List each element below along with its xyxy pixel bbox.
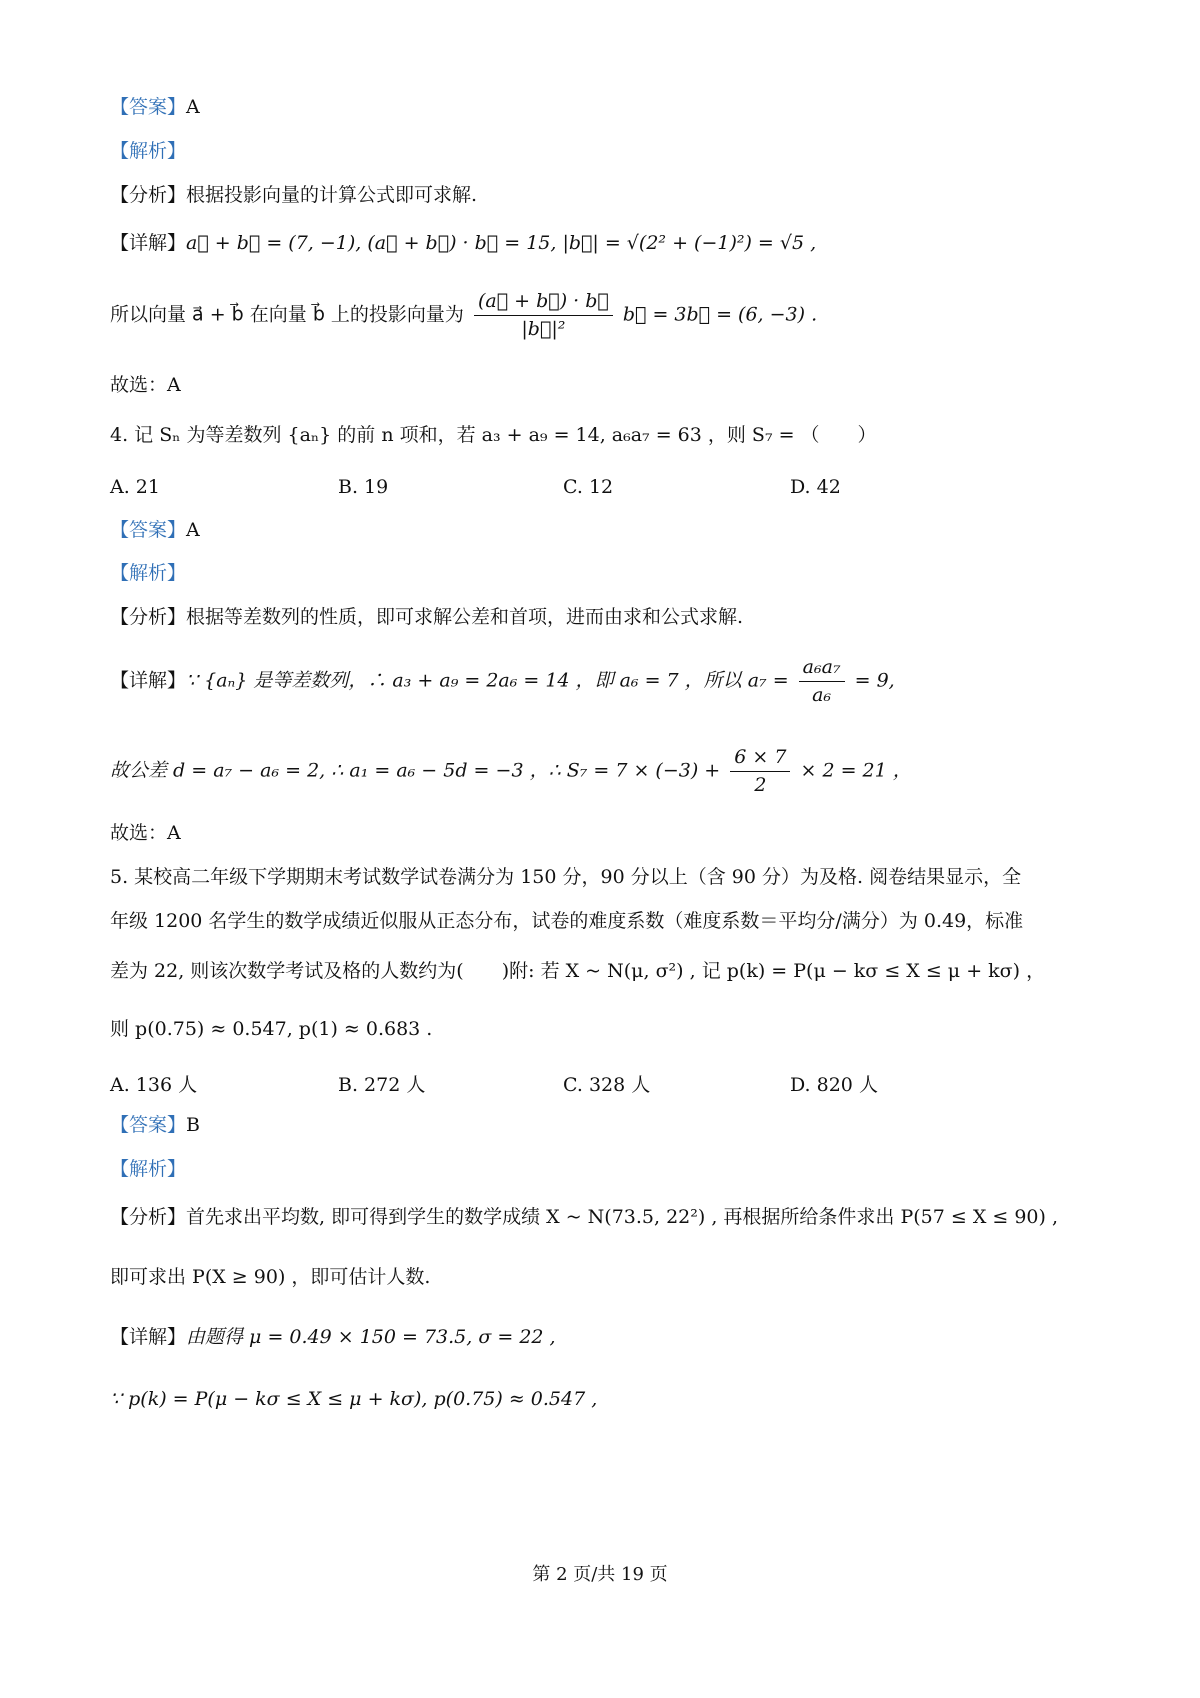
formula-start: 故公差 d = a₇ − a₆ = 2, ∴ a₁ = a₆ − 5d = −3 ，∴ S₇ = 7 × (−3) +	[110, 759, 721, 782]
analysis-heading: 【解析】	[110, 1158, 187, 1180]
option-c: C. 328 人	[563, 1074, 651, 1096]
question-5-stem-line1: 5. 某校高二年级下学期期末考试数学试卷满分为 150 分，90 分以上（含 90 分）为及格. 阅卷结果显示，全	[110, 866, 1022, 888]
answer-value: A	[186, 96, 200, 118]
guxuan-q4: 故选：A	[110, 822, 181, 844]
projection-fraction	[474, 290, 613, 341]
projection-suffix: b⃗ = 3b⃗ = (6, −3) .	[622, 303, 818, 326]
fenxi-text: 根据投影向量的计算公式即可求解.	[186, 184, 478, 206]
fenxi-text: 首先求出平均数, 即可得到学生的数学成绩 X ~ N(73.5, 22²) , 再根据所给条件求出 P(57 ≤ X ≤ 90) ,	[186, 1206, 1059, 1228]
fraction-numerator: (a⃗ + b⃗) · b⃗	[474, 290, 613, 316]
projection-line	[110, 290, 817, 341]
answer-tag: 【答案】	[110, 519, 187, 541]
fenxi-tag: 【分析】	[110, 1206, 187, 1228]
sum-fraction	[730, 746, 790, 797]
question-5-stem-line3: 差为 22, 则该次数学考试及格的人数约为( )附: 若 X ~ N(μ, σ²) , 记 p(k) = P(μ − kσ ≤ X ≤ μ + kσ) ，	[110, 960, 1046, 982]
xiangjie-formula: ∵ {aₙ} 是等差数列，∴ a₃ + a₉ = 2a₆ = 14 ，即 a₆ = 7 ，所以 a₇ =	[186, 669, 789, 692]
answer-tag: 【答案】	[110, 1114, 187, 1136]
option-c: C. 12	[563, 476, 614, 498]
xiangjie-tag: 【详解】	[110, 1326, 187, 1348]
fraction-denominator: a₆	[812, 683, 832, 706]
xiangjie-line2-q5: ∵ p(k) = P(μ − kσ ≤ X ≤ μ + kσ), p(0.75) ≈ 0.547 ,	[110, 1388, 598, 1410]
question-5-stem-line4: 则 p(0.75) ≈ 0.547, p(1) ≈ 0.683 .	[110, 1018, 433, 1040]
a7-fraction	[799, 656, 845, 707]
answer-value: B	[186, 1114, 200, 1136]
fenxi-tag: 【分析】	[110, 606, 187, 628]
page-footer: 第 2 页/共 19 页	[532, 1564, 668, 1585]
guxuan-q3: 故选：A	[110, 374, 181, 396]
option-d: D. 820 人	[790, 1074, 878, 1096]
fenxi-line-q3	[110, 184, 477, 207]
answer-line-q4	[110, 519, 200, 542]
fraction-numerator: 6 × 7	[730, 746, 790, 772]
xiangjie-tag: 【详解】	[110, 232, 187, 254]
fraction-denominator: |b⃗|²	[521, 317, 566, 340]
option-a: A. 21	[110, 476, 160, 498]
answer-line-q3	[110, 96, 200, 119]
option-b: B. 19	[338, 476, 389, 498]
xiangjie-tag: 【详解】	[110, 669, 187, 692]
option-b: B. 272 人	[338, 1074, 426, 1096]
fraction-denominator: 2	[754, 773, 767, 796]
fenxi-line-q4	[110, 606, 743, 629]
xiangjie-line-q5	[110, 1326, 556, 1349]
question-5-stem-line2: 年级 1200 名学生的数学成绩近似服从正态分布，试卷的难度系数（难度系数＝平均分/满分）为 0.49，标准	[110, 910, 1024, 932]
option-a: A. 136 人	[110, 1074, 198, 1096]
answer-line-q5	[110, 1114, 200, 1137]
question-4-stem: 4. 记 Sₙ 为等差数列 {aₙ} 的前 n 项和，若 a₃ + a₉ = 14, a₆a₇ = 63 ，则 S₇ = （ ）	[110, 424, 877, 446]
xiangjie-line-q3	[110, 232, 816, 255]
answer-tag: 【答案】	[110, 96, 187, 118]
xiangjie-formula: 由题得 μ = 0.49 × 150 = 73.5, σ = 22 ,	[186, 1326, 556, 1348]
formula-end: × 2 = 21 ，	[800, 759, 912, 782]
xiangjie-line-q4	[110, 656, 895, 707]
fenxi-text: 根据等差数列的性质，即可求解公差和首项，进而由求和公式求解.	[186, 606, 744, 628]
fenxi-tag: 【分析】	[110, 184, 187, 206]
fenxi-line2-q5: 即可求出 P(X ≥ 90) ，即可估计人数.	[110, 1266, 431, 1288]
fenxi-line-q5	[110, 1206, 1058, 1229]
xiangjie-formula-end: = 9,	[854, 669, 895, 692]
analysis-heading: 【解析】	[110, 140, 187, 162]
option-d: D. 42	[790, 476, 841, 498]
xiangjie-formula: a⃗ + b⃗ = (7, −1), (a⃗ + b⃗) · b⃗ = 15, |b⃗| = √(2² + (−1)²) = √5 ,	[186, 232, 817, 254]
common-difference-line	[110, 746, 912, 797]
fraction-numerator: a₆a₇	[799, 656, 845, 682]
projection-prefix: 所以向量 a⃗ + b⃗ 在向量 b⃗ 上的投影向量为	[110, 303, 464, 326]
answer-value: A	[186, 519, 200, 541]
analysis-heading: 【解析】	[110, 562, 187, 584]
